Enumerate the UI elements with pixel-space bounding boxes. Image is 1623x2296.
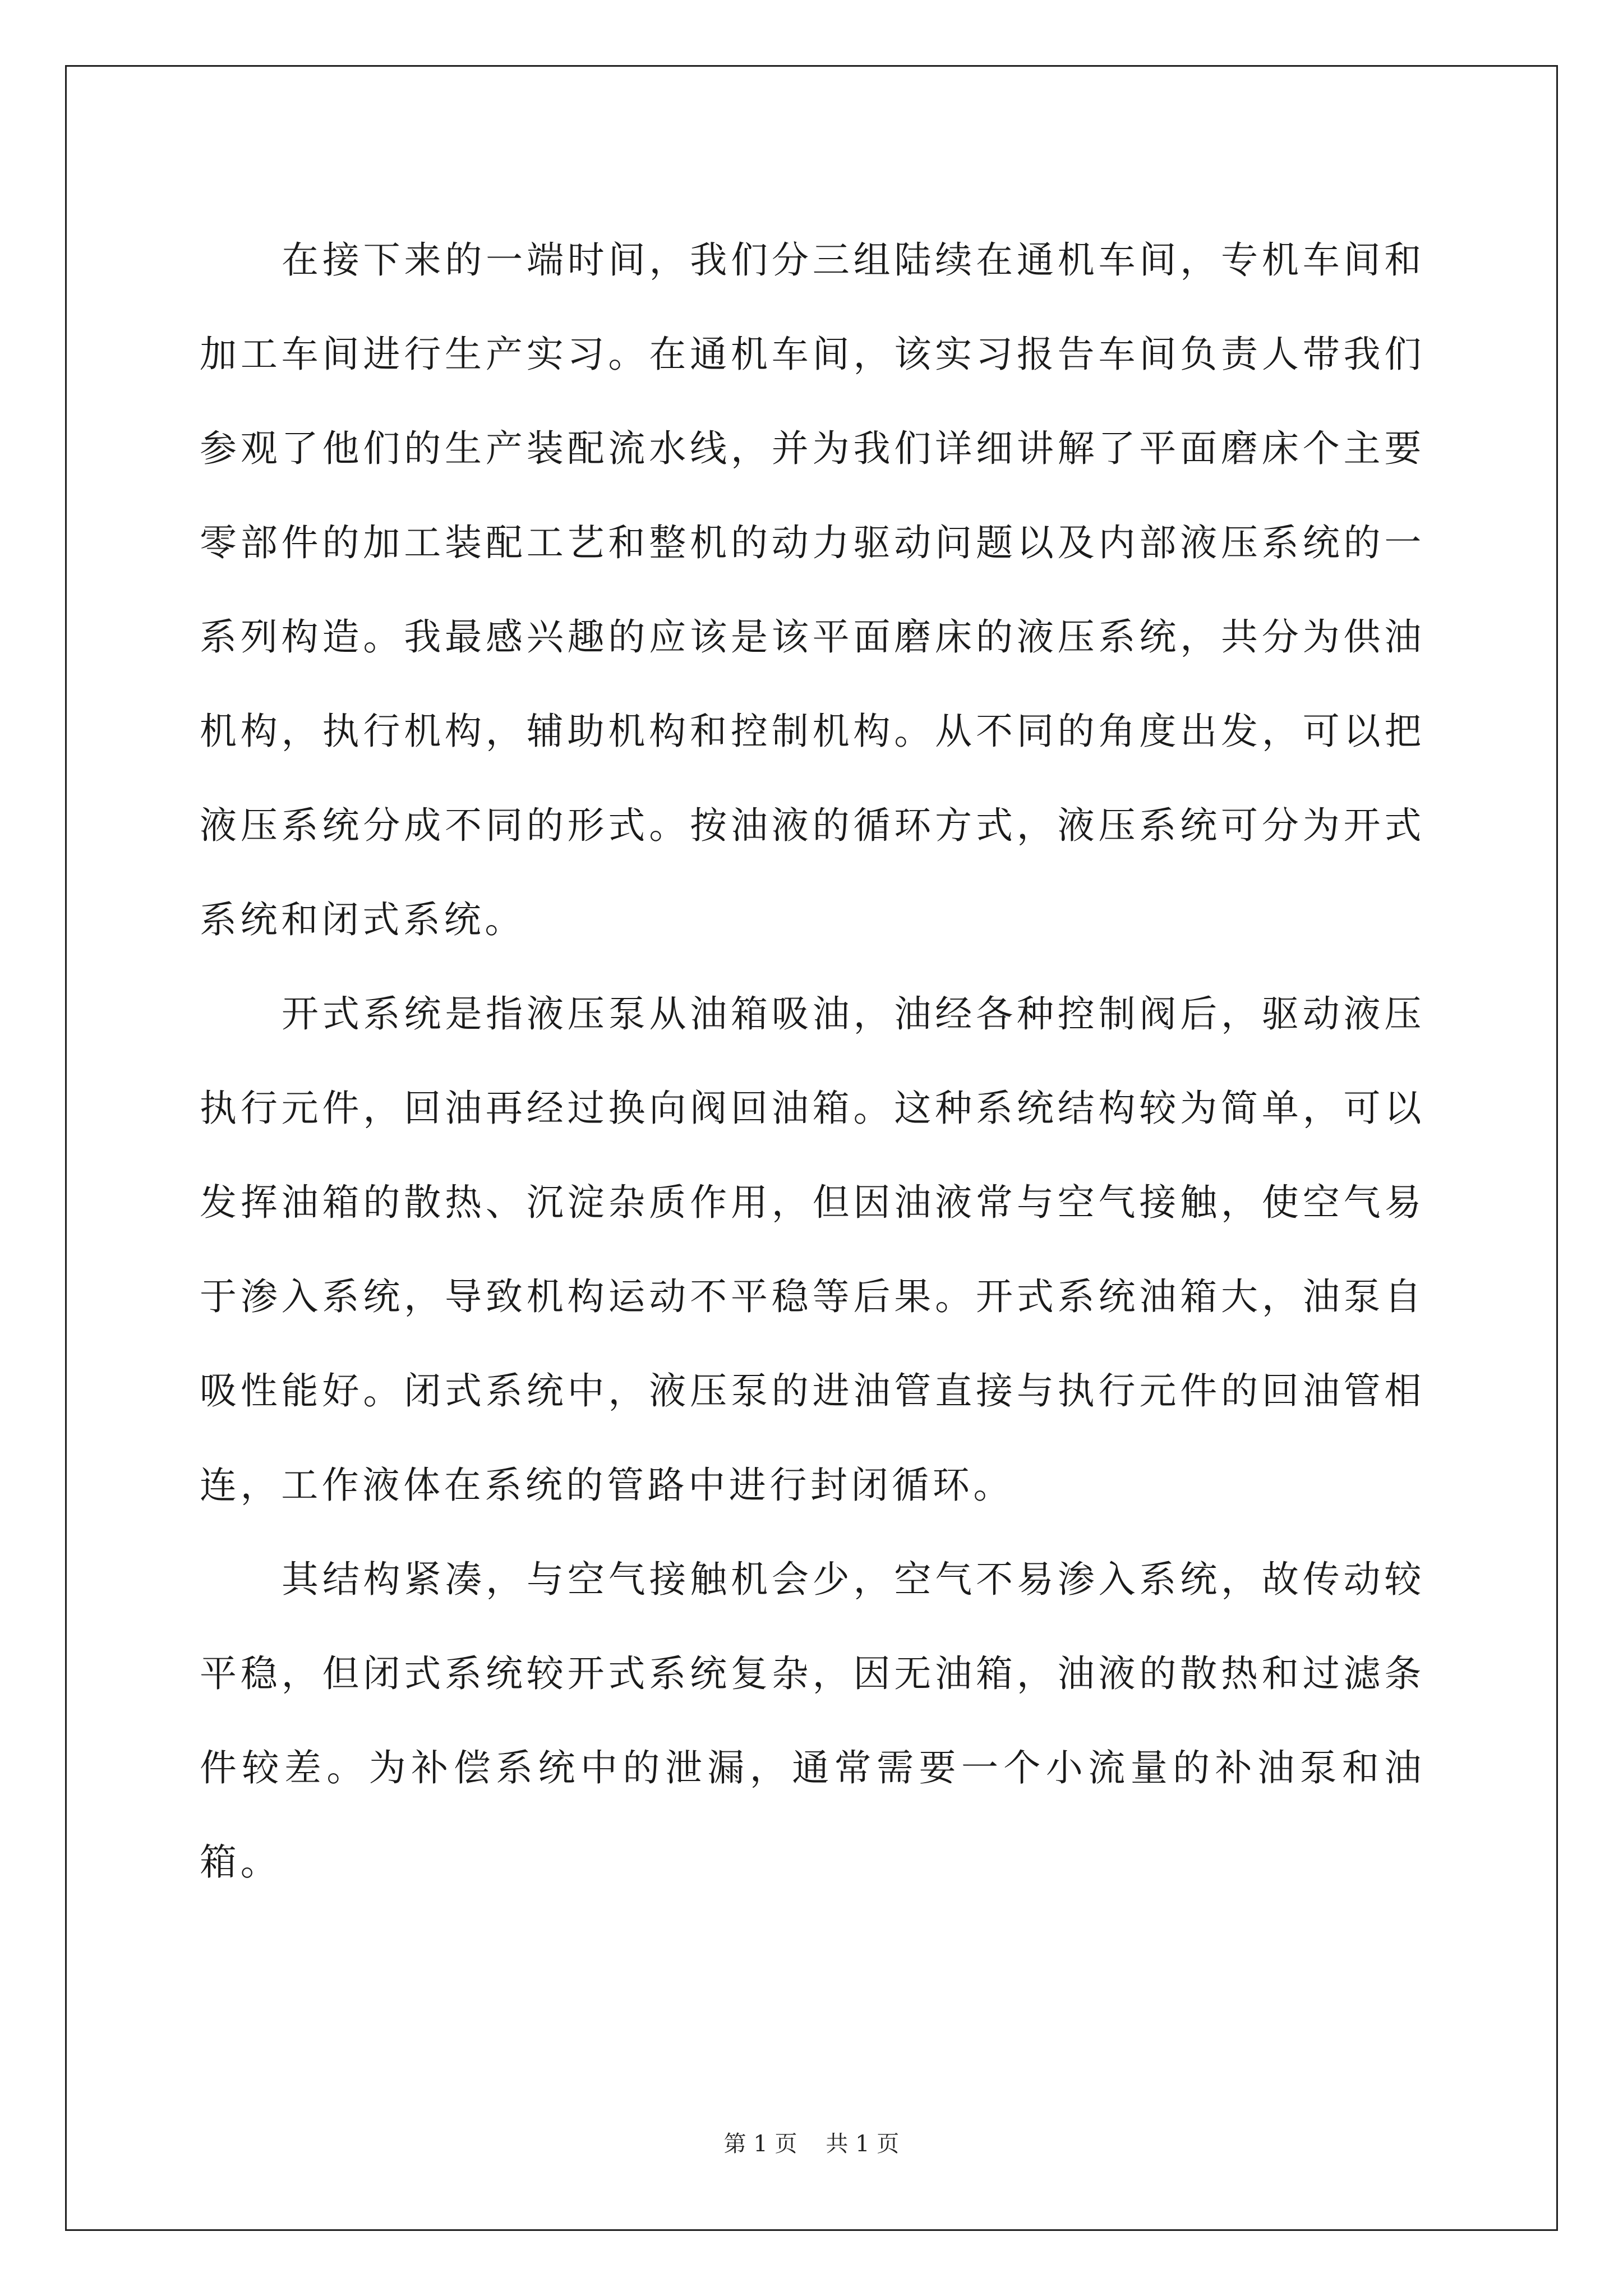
page-total: 共 1 页 <box>826 2131 900 2157</box>
page-number: 第 1 页 <box>723 2131 797 2157</box>
paragraph-1: 在接下来的一端时间，我们分三组陆续在通机车间，专机车间和加工车间进行生产实习。在通机车间，该实习报告车间负责人带我们参观了他们的生产装配流水线，并为我们详细讲解了平面磨床个主要零部件的加工装配工艺和整机的动力驱动问题以及内部液压系统的一系列构造。我最感兴趣的应该是该平面磨床的液压系统，共分为供油机构，执行机构，辅助机构和控制机构。从不同的角度出发，可以把液压系统分成不同的形式。按油液的循环方式，液压系统可分为开式系统和闭式系统。 <box>200 238 1425 941</box>
paragraph-3: 其结构紧凑，与空气接触机会少，空气不易渗入系统，故传动较平稳，但闭式系统较开式系统复杂，因无油箱，油液的散热和过滤条件较差。为补偿系统中的泄漏，通常需要一个小流量的补油泵和油箱。 <box>200 1558 1425 1884</box>
paragraph-2: 开式系统是指液压泵从油箱吸油，油经各种控制阀后，驱动液压执行元件，回油再经过换向阀回油箱。这种系统结构较为简单，可以发挥油箱的散热、沉淀杂质作用，但因油液常与空气接触，使空气易于渗入系统，导致机构运动不平稳等后果。开式系统油箱大，油泵自吸性能好。闭式系统中，液压泵的进油管直接与执行元件的回油管相连，工作液体在系统的管路中进行封闭循环。 <box>200 992 1425 1507</box>
document-body <box>200 213 1425 1910</box>
page-footer <box>0 2126 1623 2158</box>
